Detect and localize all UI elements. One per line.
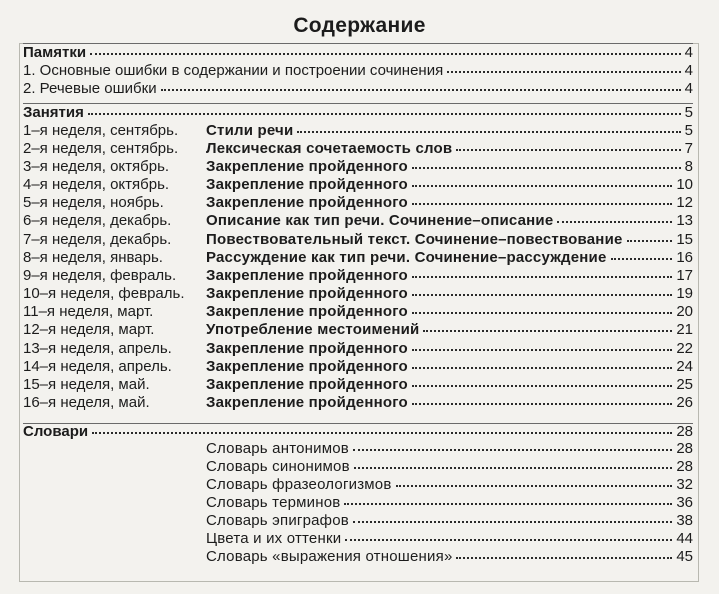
page-number: 4 (684, 80, 693, 97)
toc-entry[interactable] (23, 548, 693, 566)
leader-dots (344, 503, 672, 505)
entry-title: Закрепление пройденного (206, 376, 408, 393)
entry-title: Закрепление пройденного (206, 303, 408, 320)
leader-dots (345, 539, 672, 541)
section-memo[interactable] (23, 44, 693, 62)
leader-dots (88, 113, 681, 115)
page-number: 25 (676, 376, 693, 393)
page-number: 19 (676, 285, 693, 302)
page-number: 28 (676, 423, 693, 440)
entry-label: 16–я неделя, май. (23, 394, 150, 411)
page-number: 20 (676, 303, 693, 320)
leader-dots (447, 71, 681, 73)
toc-entry[interactable] (23, 394, 693, 412)
leader-dots (627, 240, 672, 242)
page-number: 5 (684, 104, 693, 121)
entry-title: Рассуждение как тип речи. Сочинение–рассуждение (206, 249, 607, 266)
page-number: 38 (676, 512, 693, 529)
toc-entry[interactable] (23, 476, 693, 494)
leader-dots (90, 53, 681, 55)
page-number: 7 (684, 140, 693, 157)
entry-label: 2–я неделя, сентябрь. (23, 140, 179, 157)
page-number: 15 (676, 231, 693, 248)
leader-dots (412, 349, 672, 351)
toc-entry[interactable] (23, 158, 693, 176)
toc-entry[interactable] (23, 494, 693, 512)
leader-dots (161, 89, 681, 91)
leader-dots (611, 258, 672, 260)
entry-label: 10–я неделя, февраль. (23, 285, 185, 302)
entry-title: Стили речи (206, 122, 294, 139)
entry-label: 11–я неделя, март. (23, 303, 154, 320)
leader-dots (354, 467, 672, 469)
section-label: Словари (23, 423, 89, 440)
page-number: 21 (676, 321, 693, 338)
section-dictionaries[interactable] (23, 423, 693, 441)
entry-title: Лексическая сочетаемость слов (206, 140, 453, 157)
toc-entry[interactable] (23, 212, 693, 230)
page-number: 26 (676, 394, 693, 411)
page-number: 28 (676, 440, 693, 457)
toc-entry[interactable] (23, 530, 693, 548)
toc-entry[interactable] (23, 267, 693, 285)
entry-label: 2. Речевые ошибки (23, 80, 157, 97)
page-number: 17 (676, 267, 693, 284)
toc-entry[interactable] (23, 512, 693, 530)
entry-title: Закрепление пройденного (206, 394, 408, 411)
toc-entry[interactable] (23, 231, 693, 249)
toc-entry[interactable] (23, 62, 693, 80)
leader-dots (412, 167, 681, 169)
page-number: 22 (676, 340, 693, 357)
entry-label: 3–я неделя, октябрь. (23, 158, 170, 175)
entry-label: 14–я неделя, апрель. (23, 358, 172, 375)
page-number: 44 (676, 530, 693, 547)
toc-entry[interactable] (23, 340, 693, 358)
entry-title: Закрепление пройденного (206, 285, 408, 302)
toc-entry[interactable] (23, 194, 693, 212)
toc-entry[interactable] (23, 303, 693, 321)
page-number: 13 (676, 212, 693, 229)
page-number: 36 (676, 494, 693, 511)
entry-label: 9–я неделя, февраль. (23, 267, 177, 284)
entry-label: 5–я неделя, ноябрь. (23, 194, 164, 211)
toc-entry[interactable] (23, 321, 693, 339)
toc-entry[interactable] (23, 122, 693, 140)
page-number: 32 (676, 476, 693, 493)
entry-label: 6–я неделя, декабрь. (23, 212, 172, 229)
leader-dots (412, 276, 672, 278)
toc-entry[interactable] (23, 176, 693, 194)
entry-title: Повествовательный текст. Сочинение–повествование (206, 231, 623, 248)
page-number: 16 (676, 249, 693, 266)
leader-dots (353, 521, 672, 523)
section-lessons[interactable] (23, 104, 693, 122)
entry-label: 1. Основные ошибки в содержании и построении сочинения (23, 62, 444, 79)
entry-title: Словарь терминов (206, 494, 341, 511)
entry-title: Описание как тип речи. Сочинение–описание (206, 212, 554, 229)
entry-title: Закрепление пройденного (206, 340, 408, 357)
entry-title: Закрепление пройденного (206, 358, 408, 375)
toc-entry[interactable] (23, 249, 693, 267)
page-number: 8 (684, 158, 693, 175)
page-number: 45 (676, 548, 693, 565)
toc-entry[interactable] (23, 376, 693, 394)
leader-dots (92, 432, 672, 434)
entry-title: Словарь эпиграфов (206, 512, 349, 529)
leader-dots (557, 221, 672, 223)
leader-dots (412, 367, 672, 369)
entry-label: 15–я неделя, май. (23, 376, 150, 393)
entry-title: Закрепление пройденного (206, 176, 408, 193)
toc-entry[interactable] (23, 458, 693, 476)
leader-dots (412, 294, 672, 296)
leader-dots (412, 385, 672, 387)
page-number: 4 (684, 62, 693, 79)
entry-title: Закрепление пройденного (206, 194, 408, 211)
leader-dots (412, 203, 672, 205)
leader-dots (297, 131, 681, 133)
page-number: 10 (676, 176, 693, 193)
entry-label: 4–я неделя, октябрь. (23, 176, 170, 193)
entry-label: 8–я неделя, январь. (23, 249, 163, 266)
entry-title: Закрепление пройденного (206, 158, 408, 175)
entry-title: Закрепление пройденного (206, 267, 408, 284)
entry-label: 1–я неделя, сентябрь. (23, 122, 179, 139)
leader-dots (423, 330, 672, 332)
section-label: Занятия (23, 104, 84, 121)
entry-title: Цвета и их оттенки (206, 530, 342, 547)
toc-entry[interactable] (23, 80, 693, 98)
entry-label: 7–я неделя, декабрь. (23, 231, 172, 248)
entry-label: 13–я неделя, апрель. (23, 340, 172, 357)
toc-entry[interactable] (23, 285, 693, 303)
leader-dots (353, 449, 672, 451)
entry-title: Словарь синонимов (206, 458, 350, 475)
toc-entry[interactable] (23, 140, 693, 158)
entry-label: 12–я неделя, март. (23, 321, 155, 338)
entry-title: Употребление местоимений (206, 321, 420, 338)
entry-title: Словарь фразеологизмов (206, 476, 392, 493)
leader-dots (396, 485, 672, 487)
entry-title: Словарь «выражения отношения» (206, 548, 453, 565)
leader-dots (456, 557, 672, 559)
leader-dots (412, 312, 672, 314)
section-label: Памятки (23, 44, 87, 61)
leader-dots (412, 185, 672, 187)
toc-entry[interactable] (23, 440, 693, 458)
toc-entry[interactable] (23, 358, 693, 376)
page-number: 4 (684, 44, 693, 61)
entry-title: Словарь антонимов (206, 440, 349, 457)
page-number: 28 (676, 458, 693, 475)
page-number: 12 (676, 194, 693, 211)
page-number: 24 (676, 358, 693, 375)
page-title: Содержание (293, 14, 426, 37)
leader-dots (412, 403, 672, 405)
leader-dots (456, 149, 681, 151)
page-number: 5 (684, 122, 693, 139)
